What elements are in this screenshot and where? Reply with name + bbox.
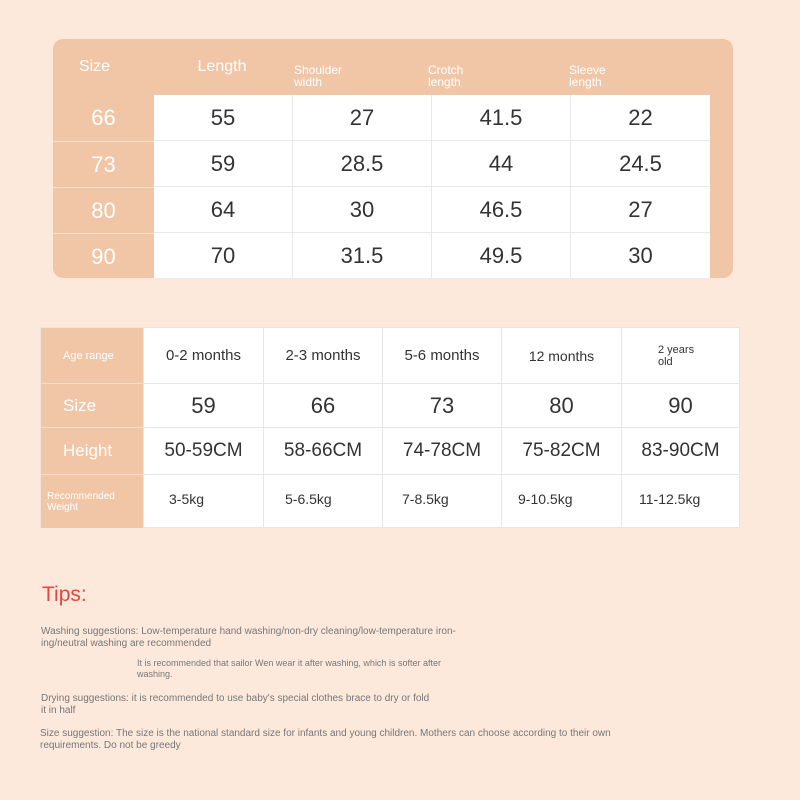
label-recommended-weight bbox=[41, 475, 143, 528]
row-size-66: 66 bbox=[91, 105, 116, 130]
age-line1: 2 years bbox=[658, 343, 695, 356]
age-cell-two-years bbox=[621, 328, 739, 384]
label-weight-line1: Recommended bbox=[47, 490, 115, 502]
row-size-80: 80 bbox=[53, 187, 154, 233]
weight-cell: 11-12.5kg bbox=[621, 475, 739, 527]
label-weight-line2: Weight bbox=[47, 501, 78, 513]
label-age-range: Age range bbox=[41, 328, 143, 384]
cell-sleeve: 30 bbox=[628, 242, 653, 268]
header-shoulder-width bbox=[294, 39, 432, 95]
header-sleeve-line1: Sleeve bbox=[569, 62, 606, 77]
cell-shoulder: 28.5 bbox=[293, 141, 432, 187]
height-cell: 83-90CM bbox=[621, 428, 739, 475]
height-cell: 58-66CM bbox=[263, 428, 382, 475]
age-size-table bbox=[40, 327, 740, 528]
age-cell: 0-2 months bbox=[143, 328, 263, 384]
size-cell: 80 bbox=[501, 384, 621, 428]
washing-line1: Washing suggestions: Low-temperature hand washing/non-dry cleaning/low-temperature iron- bbox=[41, 626, 456, 637]
cell-crotch: 46.5 bbox=[432, 187, 571, 233]
size-suggestion-line1: Size suggestion: The size is the national standard size for infants and young children. Mothers can choose according to their own bbox=[40, 728, 611, 739]
drying-line2: it in half bbox=[41, 705, 76, 716]
age-line2: old bbox=[658, 355, 673, 368]
header-crotch-line2: length bbox=[428, 74, 461, 89]
size-measurement-table bbox=[53, 39, 733, 278]
after-washing-note bbox=[137, 658, 441, 680]
cell-sleeve: 22 bbox=[571, 95, 710, 141]
age-cell: 2-3 months bbox=[263, 328, 382, 384]
after-line1: It is recommended that sailor Wen wear it after washing, which is softer after bbox=[137, 658, 441, 668]
header-shoulder-line2: width bbox=[294, 74, 323, 89]
size-cell: 73 bbox=[382, 384, 501, 428]
header-sleeve-line2: length bbox=[569, 74, 602, 89]
label-size: Size bbox=[41, 384, 143, 428]
cell-length: 70 bbox=[154, 233, 293, 278]
cell-length: 64 bbox=[154, 187, 293, 233]
weight-cell: 3-5kg bbox=[143, 475, 263, 527]
after-line2: washing. bbox=[137, 669, 173, 679]
washing-line2: ing/neutral washing are recommended bbox=[41, 638, 212, 649]
tips-title: Tips: bbox=[42, 583, 87, 606]
cell-shoulder: 27 bbox=[293, 95, 432, 141]
header-sleeve-length bbox=[569, 39, 693, 95]
header-size: Size bbox=[78, 58, 111, 75]
row-size-73: 73 bbox=[53, 141, 154, 187]
weight-cell: 7-8.5kg bbox=[382, 475, 501, 527]
size-suggestion bbox=[40, 728, 611, 752]
label-height: Height bbox=[41, 428, 143, 475]
height-cell: 50-59CM bbox=[143, 428, 263, 475]
size-table-grid bbox=[154, 95, 710, 278]
size-cell: 90 bbox=[621, 384, 739, 428]
height-cell: 74-78CM bbox=[382, 428, 501, 475]
cell-sleeve: 24.5 bbox=[571, 141, 710, 187]
header-crotch-length bbox=[428, 39, 566, 95]
cell-crotch: 41.5 bbox=[432, 95, 571, 141]
size-suggestion-line2: requirements. Do not be greedy bbox=[40, 740, 181, 751]
cell-length: 55 bbox=[154, 95, 293, 141]
header-crotch-line1: Crotch bbox=[428, 62, 464, 77]
drying-line1: Drying suggestions: it is recommended to use baby's special clothes brace to dry or fold bbox=[41, 693, 430, 704]
size-cell: 59 bbox=[143, 384, 263, 428]
weight-cell: 5-6.5kg bbox=[263, 475, 382, 527]
header-length: Length bbox=[197, 58, 247, 75]
row-size-90: 90 bbox=[53, 233, 154, 278]
age-cell: 12 months bbox=[501, 328, 621, 384]
drying-suggestion bbox=[41, 693, 429, 717]
cell-shoulder: 30 bbox=[293, 187, 432, 233]
cell-sleeve: 27 bbox=[571, 187, 710, 233]
cell-crotch: 44 bbox=[432, 141, 571, 187]
weight-cell: 9-10.5kg bbox=[501, 475, 621, 527]
size-cell: 66 bbox=[263, 384, 382, 428]
header-shoulder-line1: Shoulder bbox=[294, 62, 343, 77]
washing-suggestion bbox=[41, 626, 456, 650]
cell-crotch: 49.5 bbox=[432, 233, 571, 278]
height-cell: 75-82CM bbox=[501, 428, 621, 475]
cell-shoulder: 31.5 bbox=[293, 233, 432, 278]
age-cell: 5-6 months bbox=[382, 328, 501, 384]
cell-length: 59 bbox=[154, 141, 293, 187]
